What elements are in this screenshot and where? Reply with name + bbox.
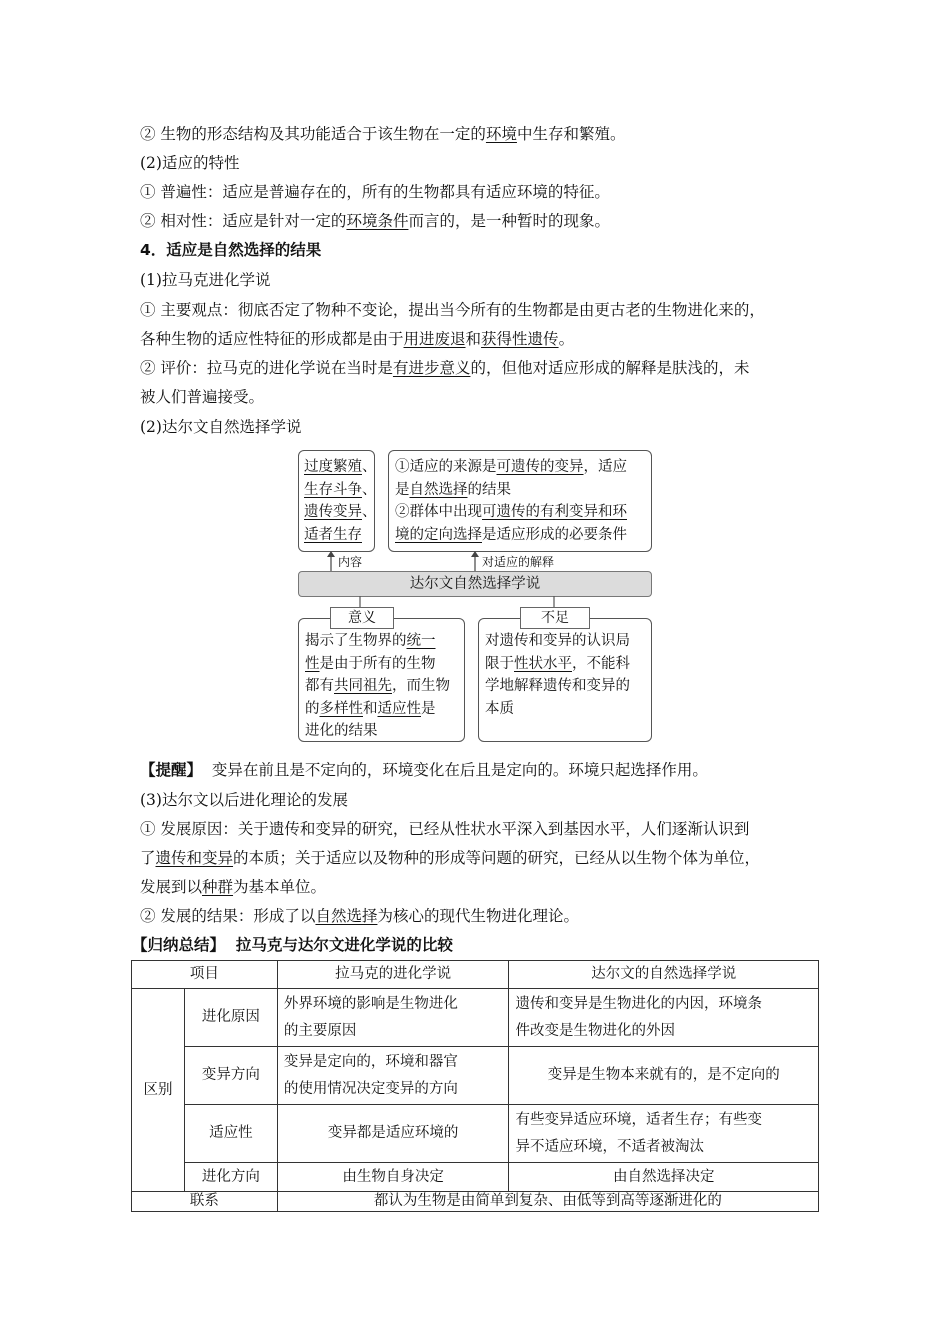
darwin-cell: 由自然选择决定 — [509, 1163, 819, 1192]
section-4-heading: 4．适应是自然选择的结果 — [140, 241, 322, 259]
content-label: 内容 — [338, 555, 363, 569]
summary-heading: 【归纳总结】 拉马克与达尔文进化学说的比较 — [132, 936, 453, 954]
lamarck-cell: 外界环境的影响是生物进化 的主要原因 — [277, 989, 509, 1047]
development-reason-line3: 发展到以种群为基本单位。 — [140, 878, 327, 896]
table-row-link — [132, 1192, 819, 1212]
arrow-up-icon — [469, 550, 481, 572]
development-result: ② 发展的结果：形成了以自然选择为核心的现代生物进化理论。 — [140, 907, 579, 925]
darwin-cell: 变异是生物本来就有的，是不定向的 — [509, 1047, 819, 1105]
arrow-up-icon — [325, 550, 337, 572]
development-reason-line2: 了遗传和变异的本质；关于适应以及物种的形成等问题的研究，已经从以生物个体为单位， — [140, 849, 761, 867]
post-darwin-title: (3)达尔文以后进化理论的发展 — [140, 791, 348, 809]
meaning-box: 揭示了生物界的统一 性是由于所有的生物 都有共同祖先，而生物 的多样性和适应性是 进化的结果 — [298, 618, 465, 742]
reminder-tag: 【提醒】 — [140, 761, 203, 779]
adaptation-definition-item2: ② 生物的形态结构及其功能适合于该生物在一定的环境中生存和繁殖。 — [140, 125, 626, 143]
table-row — [132, 1163, 819, 1192]
comparison-table — [131, 960, 819, 1212]
lamarck-title: (1)拉马克进化学说 — [140, 271, 271, 289]
link-label: 联系 — [132, 1192, 278, 1212]
universality-item: ① 普遍性：适应是普遍存在的，所有的生物都具有适应环境的特征。 — [140, 183, 610, 201]
lamarck-cell: 变异是定向的，环境和器官 的使用情况决定变异的方向 — [277, 1047, 509, 1105]
lamarck-cell: 由生物自身决定 — [277, 1163, 509, 1192]
table-header: 项目 — [132, 961, 278, 989]
table-header: 达尔文的自然选择学说 — [509, 961, 819, 989]
lamarck-cell: 变异都是适应环境的 — [277, 1105, 509, 1163]
row-item: 适应性 — [184, 1105, 277, 1163]
lamarck-view-line1: ① 主要观点：彻底否定了物种不变论，提出当今所有的生物都是由更古老的生物进化来的， — [140, 301, 765, 319]
row-item: 变异方向 — [184, 1047, 277, 1105]
lamarck-view-line2: 各种生物的适应性特征的形成都是由于用进废退和获得性遗传。 — [140, 330, 575, 348]
relativity-item: ② 相对性：适应是针对一定的环境条件而言的，是一种暂时的现象。 — [140, 212, 610, 230]
adaptation-traits-title: (2)适应的特性 — [140, 154, 240, 172]
group-label: 区别 — [132, 989, 185, 1192]
reminder: 【提醒】 变异在前且是不定向的，环境变化在后且是定向的。环境只起选择作用。 — [140, 761, 708, 779]
darwin-theory-bar: 达尔文自然选择学说 — [298, 571, 652, 597]
darwin-cell: 有些变异适应环境，适者生存；有些变 异不适应环境，不适者被淘汰 — [509, 1105, 819, 1163]
darwin-title: (2)达尔文自然选择学说 — [140, 418, 302, 436]
meaning-tag: 意义 — [330, 607, 394, 629]
deficiency-tag: 不足 — [520, 607, 590, 629]
table-row — [132, 989, 819, 1047]
explanation-box: ①适应的来源是可遗传的变异，适应 是自然选择的结果 ②群体中出现可遗传的有利变异和环 境的定向选择是适应形成的必要条件 — [388, 450, 652, 552]
row-item: 进化方向 — [184, 1163, 277, 1192]
deficiency-box: 对遗传和变异的认识局 限于性状水平，不能科 学地解释遗传和变异的 本质 — [478, 618, 652, 742]
table-row — [132, 1047, 819, 1105]
table-row — [132, 1105, 819, 1163]
table-header: 拉马克的进化学说 — [277, 961, 509, 989]
link-text: 都认为生物是由简单到复杂、由低等到高等逐渐进化的 — [277, 1192, 818, 1212]
darwin-cell: 遗传和变异是生物进化的内因，环境条 件改变是生物进化的外因 — [509, 989, 819, 1047]
development-reason-line1: ① 发展原因：关于遗传和变异的研究，已经从性状水平深入到基因水平，人们逐渐认识到 — [140, 820, 750, 838]
content-box: 过度繁殖、 生存斗争、 遗传变异、 适者生存 — [298, 450, 375, 552]
lamarck-evaluation-line1: ② 评价：拉马克的进化学说在当时是有进步意义的，但他对适应形成的解释是肤浅的，未 — [140, 359, 750, 377]
table-header-row — [132, 961, 819, 989]
lamarck-evaluation-line2: 被人们普遍接受。 — [140, 388, 265, 406]
row-item: 进化原因 — [184, 989, 277, 1047]
explanation-label: 对适应的解释 — [482, 555, 555, 569]
